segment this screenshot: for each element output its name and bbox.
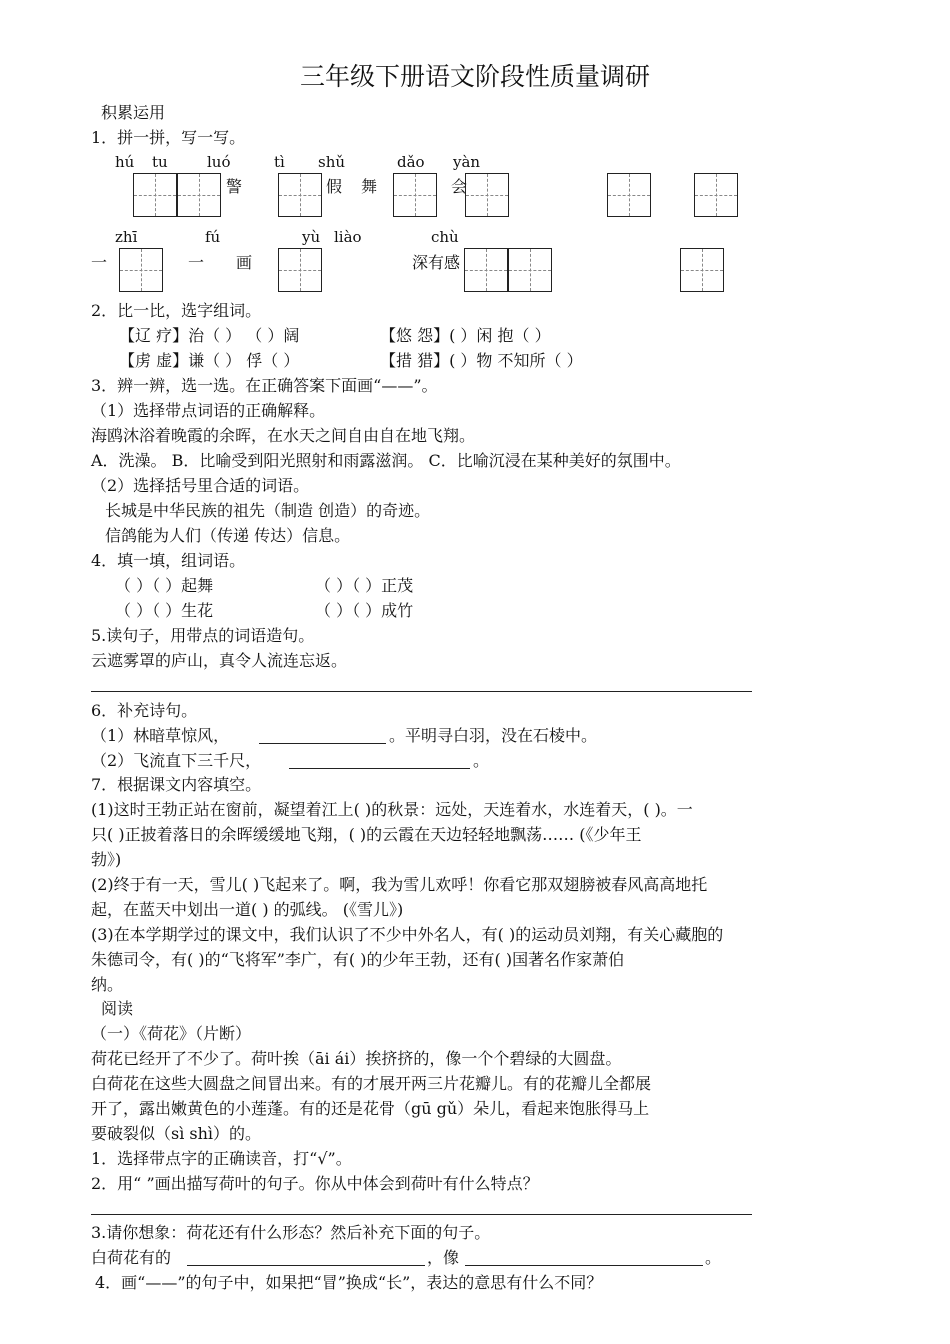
q2-item-cuo: 【措 猎】( ）物 不知所（ ） (380, 351, 583, 370)
q4-idiom-4: （ ）（ ）成竹 (315, 601, 414, 620)
q4-idiom-3: （ ）（ ）生花 (115, 601, 214, 620)
q7-p2-line1: (2)终于有一天，雪儿( )飞起来了。啊，我为雪儿欢呼！你看它那双翅膀被春风高高地托 (91, 875, 708, 894)
row1-char-jing: 警 (226, 177, 243, 196)
pinyin-shu: shǔ (318, 153, 346, 171)
pinyin-chu: chù (431, 228, 459, 246)
pinyin-yan: yàn (453, 153, 481, 171)
pinyin-hu: hú (115, 153, 135, 171)
section-heading-accumulation: 积累运用 (101, 103, 166, 122)
reading-passage-heading: （一）《荷花》（片断） (91, 1024, 252, 1043)
r3-blank-2[interactable] (465, 1265, 703, 1266)
passage-line-1: 荷花已经开了不少了。荷叶挨（āi ái）挨挤挤的，像一个个碧绿的大圆盘。 (91, 1049, 622, 1068)
q6-line-2-start: （2）飞流直下三千尺， (91, 751, 262, 770)
question-7-prompt: 7．根据课文内容填空。 (91, 775, 262, 794)
q6-blank-2[interactable] (289, 768, 470, 769)
question-6-prompt: 6．补充诗句。 (91, 701, 198, 720)
pinyin-zhi: zhī (115, 228, 138, 246)
row1-char-wu: 舞 (361, 177, 378, 196)
q6-blank-1[interactable] (259, 743, 386, 744)
pinyin-tu: tu (152, 153, 168, 171)
q3-choice-2: 信鸽能为人们（传递 传达）信息。 (105, 526, 351, 545)
row2-char-yi-2: 一 (188, 253, 205, 272)
q6-line-2-end: 。 (473, 751, 490, 770)
q6-line-1-start: （1）林暗草惊风， (91, 726, 230, 745)
q5-sentence: 云遮雾罩的庐山，真令人流连忘返。 (91, 651, 348, 670)
page-title: 三年级下册语文阶段性质量调研 (299, 62, 650, 91)
writing-box[interactable] (278, 248, 322, 292)
writing-box[interactable] (680, 248, 724, 292)
writing-box[interactable] (393, 173, 437, 217)
writing-box[interactable] (607, 173, 651, 217)
pinyin-dao: dǎo (397, 153, 425, 171)
q2-item-you: 【悠 怨】( ）闲 抱（ ） (380, 326, 551, 345)
writing-box[interactable] (119, 248, 163, 292)
reading-question-1: 1．选择带点字的正确读音，打“√”。 (91, 1149, 352, 1168)
q7-p1-line3: 勃》) (91, 850, 122, 869)
row2-char-yi-1: 一 (91, 253, 108, 272)
pinyin-ti: tì (274, 153, 285, 171)
section-heading-reading: 阅读 (101, 999, 134, 1018)
r3-fill-mid: ，像 (427, 1248, 460, 1267)
reading-question-2: 2．用“ ”画出描写荷叶的句子。你从中体会到荷叶有什么特点？ (91, 1174, 539, 1193)
passage-line-4: 要破裂似（sì shì）的。 (91, 1124, 262, 1143)
q7-p1-line2: 只( )正披着落日的余晖缓缓地飞翔，( )的云霞在天边轻轻地飘荡…… (《少年王 (91, 825, 642, 844)
question-5-prompt: 5.读句子，用带点的词语造句。 (91, 626, 315, 645)
row1-char-jia: 假 (326, 177, 343, 196)
question-4-prompt: 4．填一填，组词语。 (91, 551, 246, 570)
answer-line[interactable] (91, 1214, 752, 1215)
question-2-prompt: 2．比一比，选字组词。 (91, 301, 262, 320)
writing-box[interactable] (694, 173, 738, 217)
q3-options: A．洗澡。 B．比喻受到阳光照射和雨露滋润。 C．比喻沉浸在某种美好的氛围中。 (91, 451, 681, 470)
reading-question-4: 4．画“——”的句子中，如果把“冒”换成“长”，表达的意思有什么不同？ (95, 1273, 603, 1292)
writing-box[interactable] (278, 173, 322, 217)
row1-char-hui: 会 (451, 177, 468, 196)
question-1-prompt: 1．拼一拼，写一写。 (91, 128, 246, 147)
writing-box[interactable] (464, 248, 508, 292)
q3-sub-1: （1）选择带点词语的正确解释。 (91, 401, 326, 420)
writing-box[interactable] (508, 248, 552, 292)
q3-sub-2: （2）选择括号里合适的词语。 (91, 476, 310, 495)
q7-p3-line1: (3)在本学期学过的课文中，我们认识了不少中外名人，有( )的运动员刘翔，有关心藏胞的 (91, 925, 724, 944)
passage-line-2: 白荷花在这些大圆盘之间冒出来。有的才展开两三片花瓣儿。有的花瓣儿全都展 (91, 1074, 652, 1093)
answer-line[interactable] (91, 691, 752, 692)
pinyin-luo: luó (207, 153, 231, 171)
q4-idiom-1: （ ）（ ）起舞 (115, 576, 214, 595)
q3-sentence: 海鸥沐浴着晚霞的余晖，在水天之间自由自在地飞翔。 (91, 426, 476, 445)
q6-line-1-end: 。平明寻白羽，没在石棱中。 (389, 726, 598, 745)
r3-fill-start: 白荷花有的 (91, 1248, 172, 1267)
q4-idiom-2: （ ）（ ）正茂 (315, 576, 414, 595)
row2-char-hua: 画 (236, 253, 253, 272)
q2-item-lu: 【虏 虚】谦（ ） 俘（ ） (119, 351, 300, 370)
r3-fill-end: 。 (705, 1248, 722, 1267)
question-3-prompt: 3．辨一辨，选一选。在正确答案下面画“——”。 (91, 376, 438, 395)
writing-box[interactable] (177, 173, 221, 217)
pinyin-yu: yù (302, 228, 321, 246)
q7-p3-line2: 朱德司令，有( )的“飞将军”李广，有( )的少年王勃，还有( )国著名作家萧伯 (91, 950, 625, 969)
writing-box[interactable] (133, 173, 177, 217)
pinyin-liao: liào (334, 228, 362, 246)
r3-blank-1[interactable] (187, 1265, 425, 1266)
row2-char-shenyougan: 深有感 (412, 253, 461, 272)
pinyin-fu: fú (205, 228, 221, 246)
reading-question-3: 3.请你想象：荷花还有什么形态？然后补充下面的句子。 (91, 1223, 491, 1242)
q7-p3-line3: 纳。 (91, 975, 124, 994)
q3-choice-1: 长城是中华民族的祖先（制造 创造）的奇迹。 (105, 501, 431, 520)
q7-p2-line2: 起，在蓝天中划出一道( ) 的弧线。 (《雪儿》) (91, 900, 404, 919)
q2-item-liao: 【辽 疗】治（ ） （ ）阔 (119, 326, 300, 345)
writing-box[interactable] (465, 173, 509, 217)
q7-p1-line1: (1)这时王勃正站在窗前，凝望着江上( )的秋景：远处，天连着水，水连着天，( )。一 (91, 800, 693, 819)
passage-line-3: 开了，露出嫩黄色的小莲蓬。有的还是花骨（gū gǔ）朵儿，看起来饱胀得马上 (91, 1099, 650, 1118)
